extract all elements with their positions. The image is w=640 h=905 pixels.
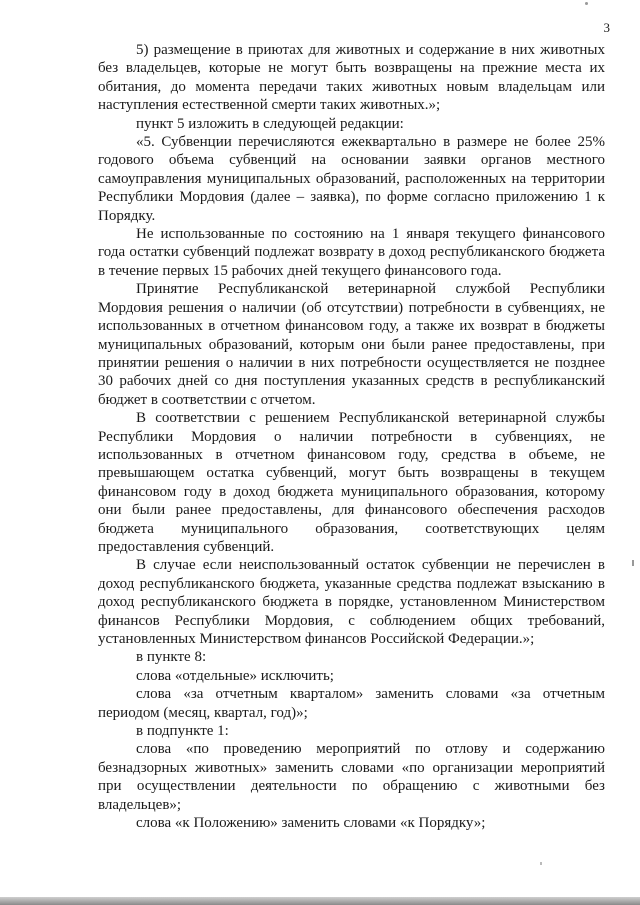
- paragraph-point-8: в пункте 8:: [136, 649, 207, 666]
- paragraph-decision-need: Принятие Республиканской ветеринарной службой Республики Мордовия решения о наличии (об отсутствии) потребности в субвенциях, не использованных в отчетном финансовом году, а также их возврат в бюджеты муниципальных образований, которым они были ранее предоставлены, при принятии решения о наличии в них потребности осуществляется не позднее 30 рабочих дней со дня поступления указанных средств в республиканский бюджет в соответствии с отчетом.: [98, 281, 605, 408]
- scan-speck: [632, 560, 634, 566]
- scan-speck: [540, 862, 542, 865]
- scan-speck: [585, 2, 588, 5]
- paragraph-replace-activities: слова «по проведению мероприятий по отлову и содержанию безнадзорных животных» заменить словами «по организации мероприятий при осуществлении деятельности по обращению с животными без владельцев»;: [98, 741, 605, 813]
- paragraph-exclude-word: слова «отдельные» исключить;: [136, 667, 334, 684]
- page-number: 3: [603, 20, 610, 35]
- paragraph-return-funds: В соответствии с решением Республиканской ветеринарной службы Республики Мордовия о наличии потребности в субвенциях, не использованных в отчетном финансовом году, средства в объеме, не превышающем остатка субвенций, могут быть возвращены в текущем финансовом году в доход бюджета муниципального образования, которому они были ранее предоставлены, для финансового обеспечения расходов бюджета муниципального образования, соответствующих целям предоставления субвенций.: [98, 410, 605, 555]
- paragraph-recovery: В случае если неиспользованный остаток субвенции не перечислен в доход республиканского бюджета, указанные средства подлежат взысканию в доход республиканского бюджета в порядке, установленном Министерством финансов Республики Мордовия, с соблюдением общих требований, установленных Министерством финансов Российской Федерации.»;: [98, 557, 605, 647]
- paragraph-unused-balances: Не использованные по состоянию на 1 января текущего финансового года остатки субвенций подлежат возврату в доход республиканского бюджета в течение первых 15 рабочих дней текущего финансового года.: [98, 226, 605, 279]
- scan-bottom-edge: [0, 897, 640, 905]
- paragraph-point-5-text: «5. Субвенции перечисляются ежеквартально в размере не более 25% годового объема субвенций на основании заявки органов местного самоуправления муниципальных образований, расположенных на территории Республики Мордовия (далее – заявка), по форме согласно приложению 1 к Порядку.: [98, 134, 605, 224]
- document-body: [98, 41, 605, 832]
- paragraph-replace-period: слова «за отчетным кварталом» заменить словами «за отчетным периодом (месяц, квартал, год)»;: [98, 686, 605, 721]
- paragraph-replace-regulation: слова «к Положению» заменить словами «к Порядку»;: [136, 815, 486, 832]
- paragraph-instruction-point-5: пункт 5 изложить в следующей редакции:: [136, 115, 404, 132]
- paragraph-item-5: 5) размещение в приютах для животных и содержание в них животных без владельцев, которые не могут быть возвращены на прежние места их обитания, до момента передачи таких животных новым владельцам или наступления естественной смерти таких животных.»;: [98, 42, 605, 114]
- paragraph-subpoint-1: в подпункте 1:: [136, 723, 229, 740]
